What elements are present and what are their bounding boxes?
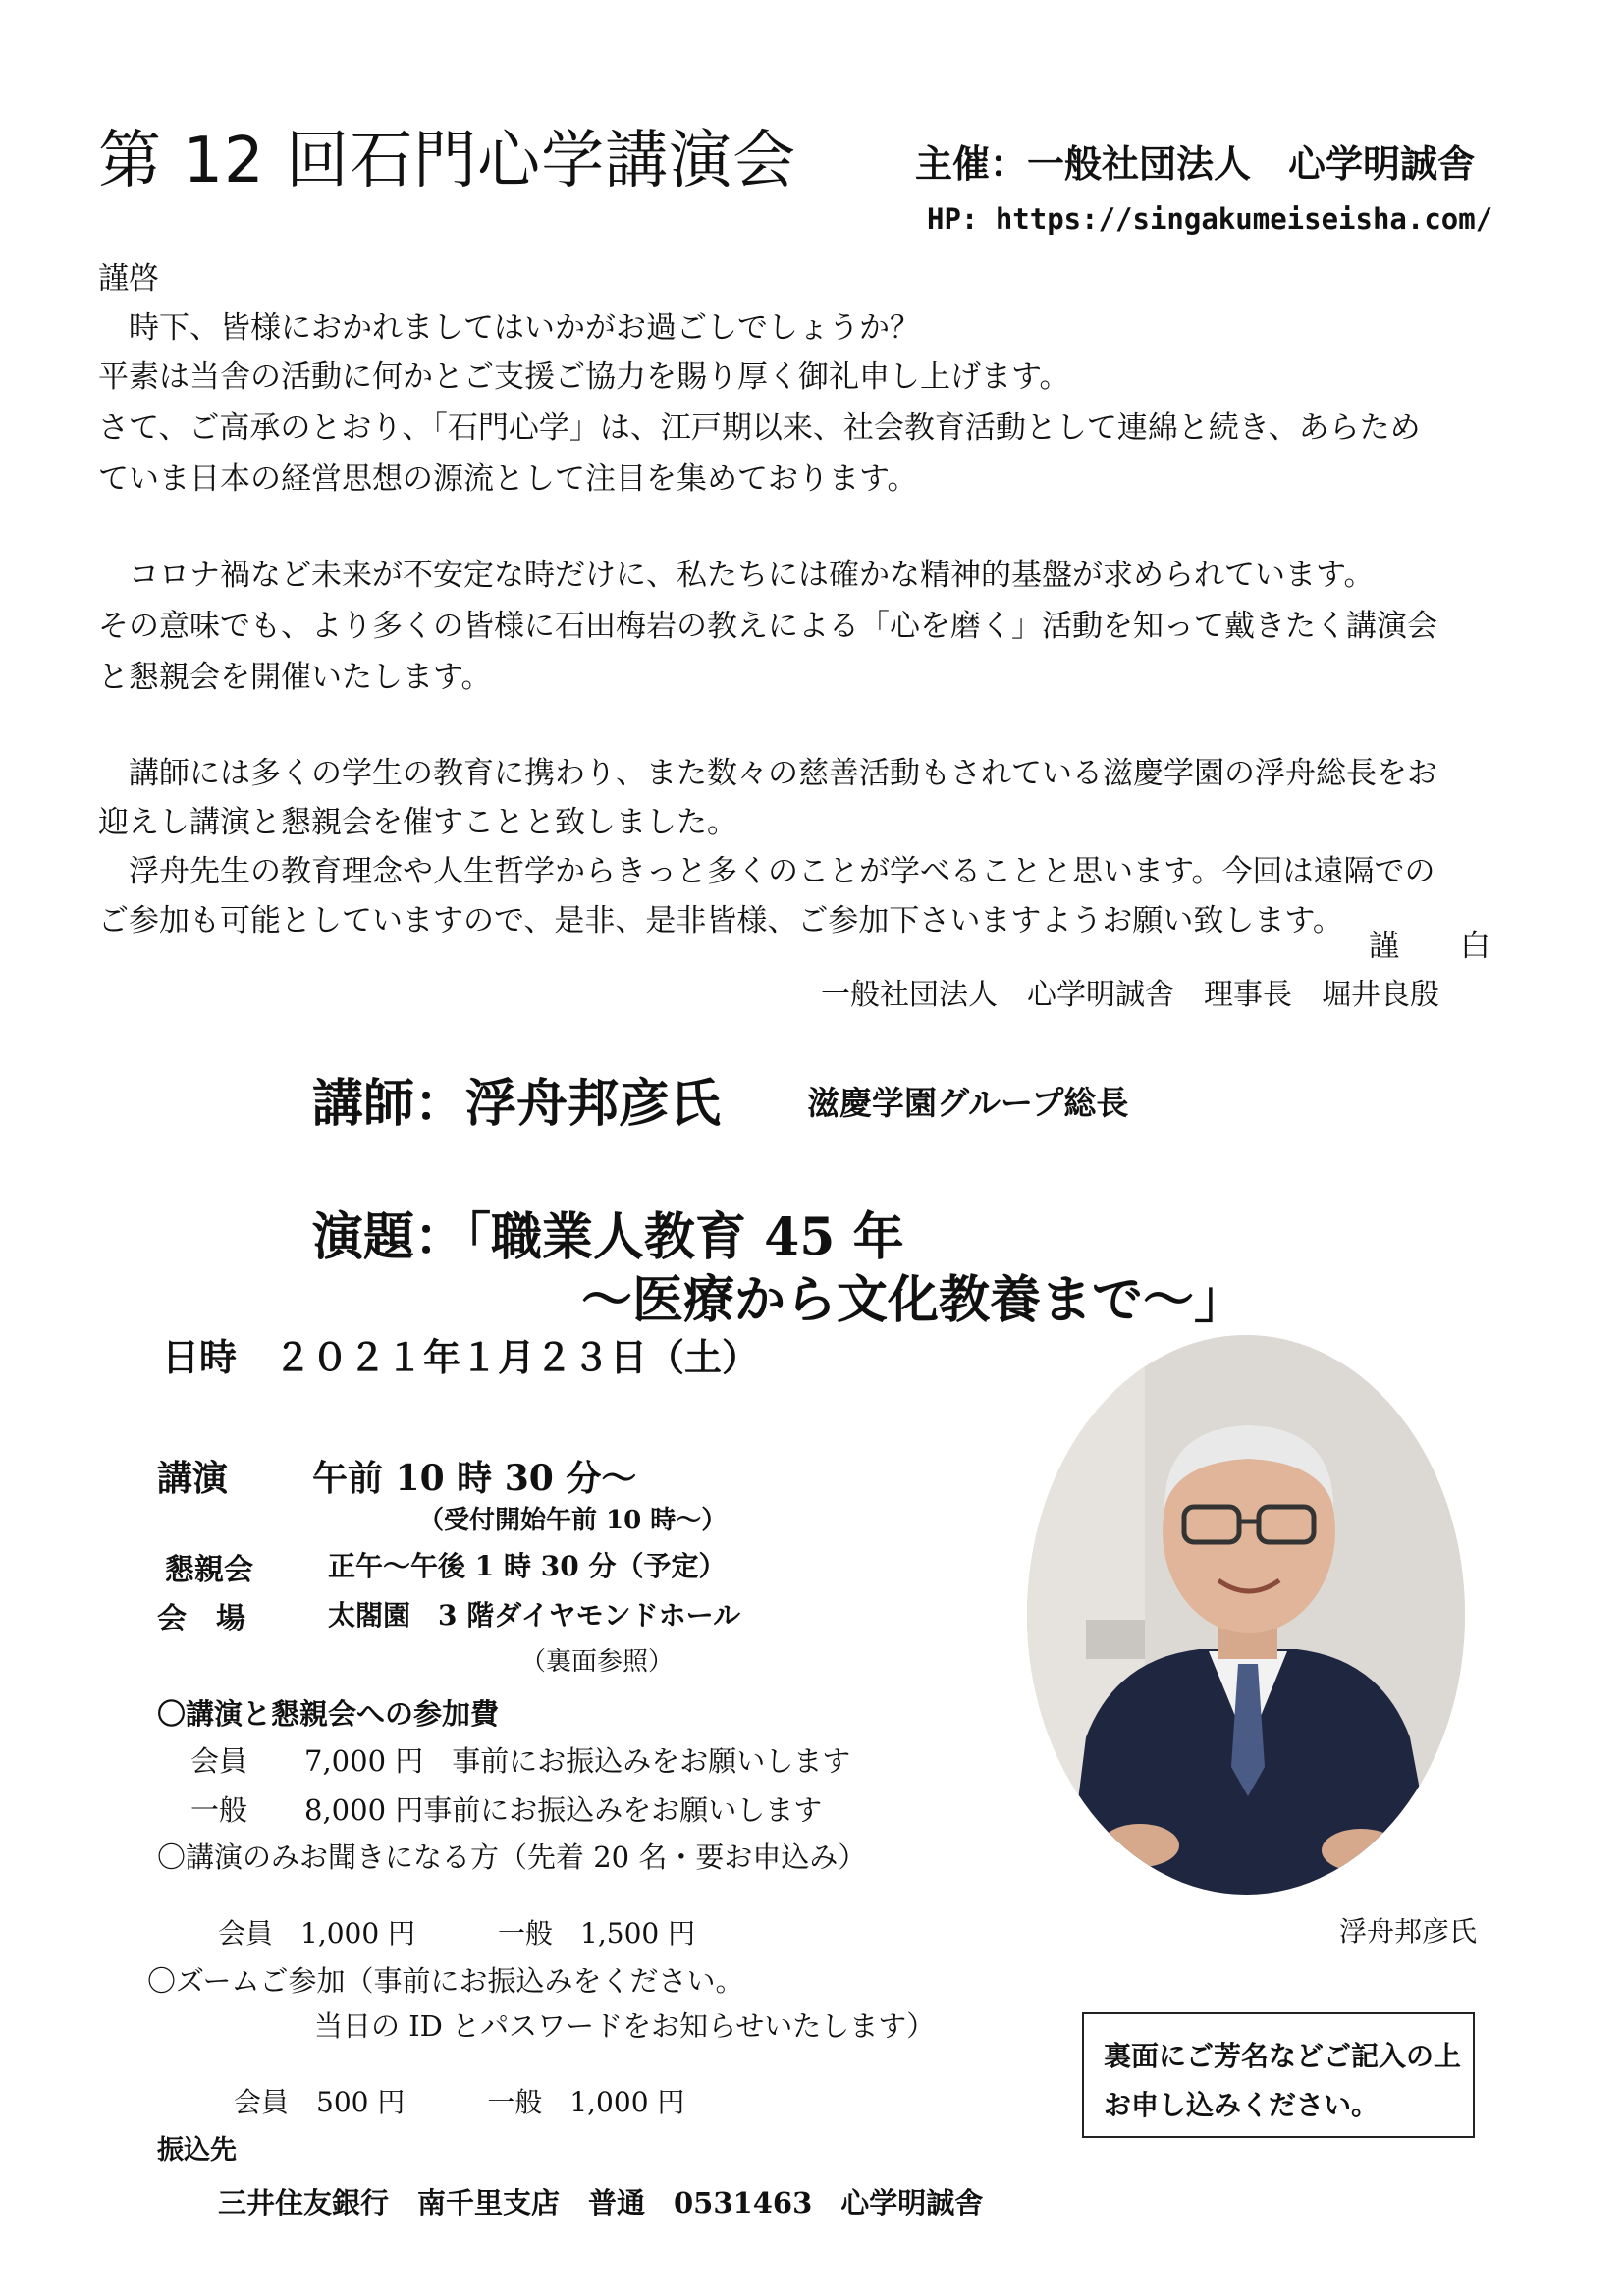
letter-signature: 一般社団法人 心学明誠舎 理事長 堀井良殷 <box>821 978 1439 1012</box>
letter-p2-line: と懇親会を開催いたします。 <box>98 660 492 695</box>
lecture-label: 講演 <box>157 1458 229 1499</box>
lecture-title-line1: 演題：「職業人教育 45 年 <box>312 1207 904 1267</box>
letter-p3-line: 浮舟先生の教育理念や人生哲学からきっと多くのことが学べることと思います。今回は遠隔での <box>98 854 1435 889</box>
lecturer-photo <box>1027 1335 1465 1895</box>
fee-zoom-prices: 会員 500 円 一般 1,000 円 <box>234 2086 685 2118</box>
fee-zoom-heading: 〇ズームご参加（事前にお振込みをください。 <box>147 1964 744 1998</box>
lecturer-name: 講師：浮舟邦彦氏 <box>312 1074 722 1134</box>
letter-opening: 謹啓 <box>98 261 159 296</box>
letter-p1-line: さて、ご高承のとおり、「石門心学」は、江戸期以来、社会教育活動として連綿と続き、あらため <box>98 410 1421 446</box>
party-time: 正午～午後 1 時 30 分（予定） <box>328 1550 727 1582</box>
letter-p3-line: 講師には多くの学生の教育に携わり、また数々の慈善活動もされている滋慶学園の浮舟総長をお <box>98 756 1437 791</box>
notice-box <box>1082 2012 1475 2138</box>
event-date: 日時 ２０２１年１月２３日（土） <box>162 1335 760 1379</box>
page-title: 第 12 回石門心学講演会 <box>98 125 797 197</box>
letter-p3-line: 迎えし講演と懇親会を催すことと致しました。 <box>98 805 737 840</box>
letter-p2-line: コロナ禍など未来が不安定な時だけに、私たちには確かな精神的基盤が求められています。 <box>98 558 1375 593</box>
photo-caption: 浮舟邦彦氏 <box>1339 1915 1478 1948</box>
lecture-time: 午前 10 時 30 分～ <box>312 1458 637 1499</box>
fee-full-heading: 〇講演と懇親会への参加費 <box>157 1697 500 1731</box>
portrait-illustration <box>1027 1335 1465 1895</box>
lecture-title-line2: ～医療から文化教養まで～」 <box>581 1270 1246 1330</box>
transfer-account: 三井住友銀行 南千里支店 普通 0531463 心学明誠舎 <box>218 2186 984 2219</box>
venue-note: （裏面参照） <box>520 1647 675 1677</box>
fee-lecture-only-heading: 〇講演のみお聞きになる方（先着 20 名・要お申込み） <box>157 1841 867 1874</box>
letter-p2-line: その意味でも、より多くの皆様に石田梅岩の教えによる「心を磨く」活動を知って戴きたく講演会 <box>98 609 1437 644</box>
venue-label: 会 場 <box>157 1602 245 1636</box>
letter-p1-line: 時下、皆様におかれましてはいかがお過ごしでしょうか？ <box>98 310 920 346</box>
transfer-label: 振込先 <box>157 2135 237 2165</box>
notice-line: 裏面にご芳名などご記入の上 <box>1104 2040 1462 2072</box>
letter-p1-line: 平素は当舎の活動に何かとご支援ご協力を賜り厚く御礼申し上げます。 <box>98 359 1070 395</box>
lecturer-position: 滋慶学園グループ総長 <box>807 1084 1129 1122</box>
letter-p1-line: ていま日本の経営思想の源流として注目を集めております。 <box>98 461 918 497</box>
fee-full-general: 一般 8,000 円事前にお振込みをお願いします <box>190 1793 823 1827</box>
letter-p3-line: ご参加も可能としていますので、是非、是非皆様、ご参加下さいますようお願い致します。 <box>98 903 1343 938</box>
party-label: 懇親会 <box>165 1553 253 1587</box>
notice-line: お申し込みください。 <box>1104 2089 1380 2121</box>
fee-lecture-only-prices: 会員 1,000 円 一般 1,500 円 <box>218 1917 696 1949</box>
organizer: 主催：一般社団法人 心学明誠舎 <box>915 141 1476 186</box>
fee-full-member: 会員 7,000 円 事前にお振込みをお願いします <box>190 1744 851 1778</box>
fee-zoom-note: 当日の ID とパスワードをお知らせいたします） <box>314 2009 936 2043</box>
reception-note: （受付開始午前 10 時～） <box>418 1506 728 1535</box>
homepage-url[interactable]: HP: https://singakumeiseisha.com/ <box>927 202 1493 236</box>
venue-name: 太閤園 3 階ダイヤモンドホール <box>328 1599 741 1631</box>
letter-closing: 謹 白 <box>1369 929 1490 964</box>
